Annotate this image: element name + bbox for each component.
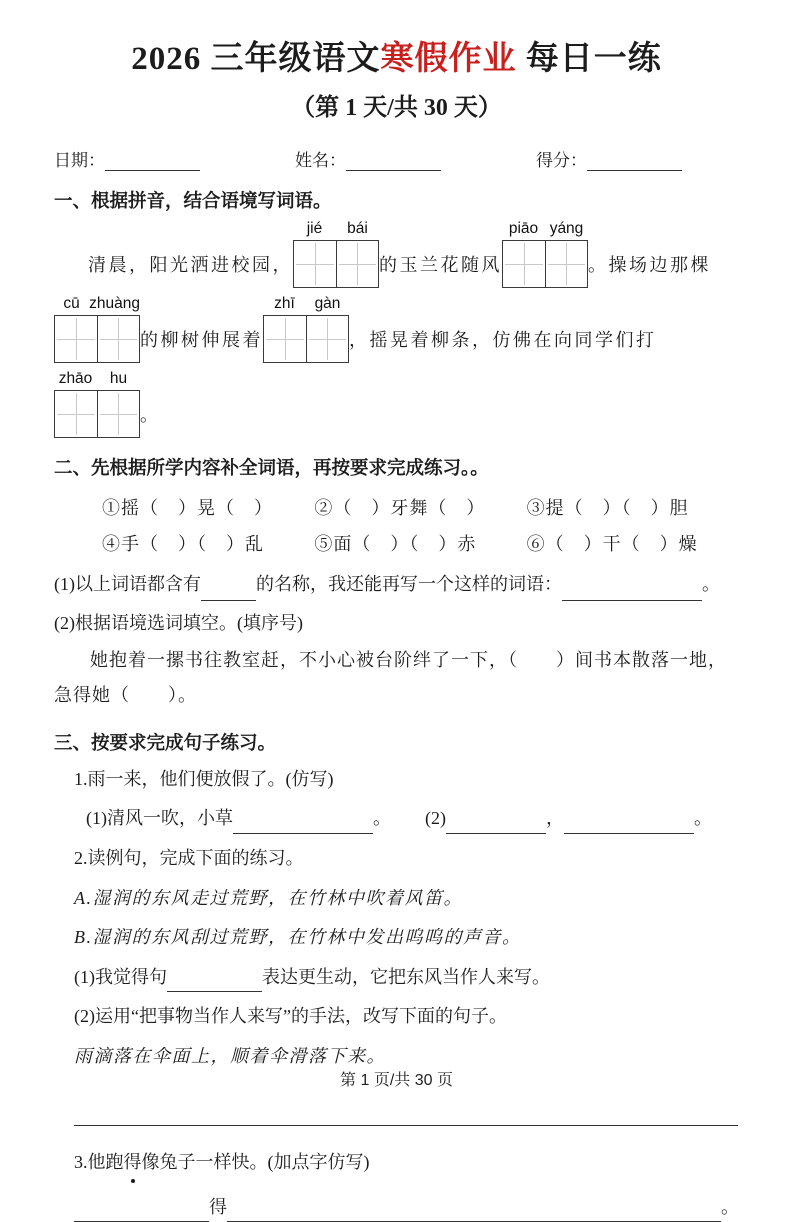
s2-q1-mid: 的名称，我还能再写一个这样的词语： <box>256 574 562 594</box>
tianzige-box[interactable] <box>54 315 140 363</box>
pinyin-syllable: piāo <box>508 220 539 238</box>
pinyin-syllable: jié <box>306 220 323 238</box>
s3-q3-pre: 3.他跑 <box>74 1152 124 1173</box>
section3-q1: 1.雨一来，他们便放假了。(仿写) <box>74 768 334 789</box>
name-item <box>295 146 441 171</box>
section1-line1 <box>54 220 739 288</box>
s2-q1-end: 。 <box>702 574 720 594</box>
title-prefix: 2026 三年级语文 <box>131 41 381 77</box>
s3-q3-post: 像兔子一样快。(加点字仿写) <box>141 1152 370 1173</box>
section3-q3-answer-line <box>54 1192 739 1222</box>
tianzige-cell[interactable] <box>306 316 349 362</box>
tianzige-cell[interactable] <box>503 241 545 287</box>
info-row <box>54 146 739 171</box>
section2-q2-paragraph[interactable]: 她抱着一摞书往教室赶，不小心被台阶绊了一下，（ ）间书本散落一地，急得她（ ）。 <box>54 649 727 705</box>
tianzige-box[interactable] <box>293 240 379 288</box>
word-item-3[interactable]: ③提（ ）（ ）胆 <box>526 498 689 518</box>
tianzige-cell[interactable] <box>336 241 379 287</box>
tianzige-cell[interactable] <box>55 391 97 437</box>
section2-q2 <box>54 607 739 640</box>
s3-q3-dotted-char: 得 <box>124 1147 142 1178</box>
pinyin-label <box>502 218 588 240</box>
s3-q3-end: 。 <box>721 1196 739 1217</box>
s3-q2-1-blank[interactable] <box>167 972 262 993</box>
section1-heading: 一、根据拼音，结合语境写词语。 <box>54 190 332 211</box>
s3-q2-1-end: 表达更生动，它把东风当作人来写。 <box>262 966 550 987</box>
title-highlight: 寒假作业 <box>380 41 517 77</box>
tianzige-cell[interactable] <box>55 316 97 362</box>
word-item-1[interactable]: ①摇（ ）晃（ ） <box>102 498 273 518</box>
pinyin-syllable: zhāo <box>58 370 93 388</box>
pinyin-syllable: zhī <box>274 295 295 313</box>
page-number: 第 1 页/共 30 页 <box>340 1072 453 1089</box>
page-title <box>54 0 739 79</box>
s3-q1-2-comma: ， <box>546 808 564 829</box>
s3-q2-1-pre: (1)我觉得句 <box>74 966 167 987</box>
tianzige-box[interactable] <box>54 390 140 438</box>
pinyin-label <box>293 218 379 240</box>
date-field[interactable] <box>105 151 200 171</box>
s3-q1-1-blank[interactable] <box>233 813 373 834</box>
s3-q3-mid: 得 <box>209 1196 227 1217</box>
writing-grid-cuzhuang <box>54 295 140 363</box>
section3-q2: 2.读例句，完成下面的练习。 <box>74 847 304 868</box>
word-completion-rows <box>54 490 739 562</box>
s3-q3-blank1[interactable] <box>74 1202 209 1222</box>
word-row-2 <box>102 526 739 562</box>
s1-line1-text1: 清晨，阳光洒进校园， <box>88 255 293 275</box>
word-item-2[interactable]: ②（ ）牙舞（ ） <box>314 498 486 518</box>
score-field[interactable] <box>587 151 682 171</box>
word-item-5[interactable]: ⑤面（ ）（ ）赤 <box>314 534 477 554</box>
example-sentence-a: A.湿润的东风走过荒野，在竹林中吹着风笛。 <box>74 887 463 908</box>
s1-line2-text1: 的柳树伸展着 <box>140 330 263 350</box>
writing-grid-zhigan <box>263 295 349 363</box>
section2-q1 <box>54 568 739 601</box>
s2-q2-label: (2)根据语境选词填空。(填序号) <box>54 613 303 634</box>
s1-line1-text2: 的玉兰花随风 <box>379 255 502 275</box>
section2-heading: 二、先根据所学内容补全词语，再按要求完成练习。。 <box>54 457 489 478</box>
pinyin-label <box>263 293 349 315</box>
section3-q1-subline <box>54 803 739 834</box>
section1-line2 <box>54 295 739 363</box>
section3-q2-1 <box>54 962 739 993</box>
writing-grid-jiebai <box>293 220 379 288</box>
page-subtitle: （第 1 天/共 30 天） <box>291 95 502 121</box>
pinyin-label <box>54 368 140 390</box>
tianzige-cell[interactable] <box>294 241 336 287</box>
s3-q3-blank2[interactable] <box>227 1202 721 1222</box>
section3-heading: 三、按要求完成句子练习。 <box>54 731 277 753</box>
tianzige-box[interactable] <box>263 315 349 363</box>
s1-line2-text2: ，摇晃着柳条，仿佛在向同学们打 <box>349 330 657 350</box>
section3-q2-2: (2)运用“把事物当作人来写”的手法，改写下面的句子。 <box>74 1006 507 1027</box>
name-field[interactable] <box>346 151 441 171</box>
s3-q1-2-end: 。 <box>694 808 712 829</box>
word-item-6[interactable]: ⑥（ ）干（ ）燥 <box>526 534 698 554</box>
s3-q1-1-end: 。 <box>373 808 391 829</box>
tianzige-cell[interactable] <box>545 241 588 287</box>
tianzige-box[interactable] <box>502 240 588 288</box>
s2-q1-blank1[interactable] <box>201 581 256 602</box>
s1-line3-text1: 。 <box>140 405 158 425</box>
s3-q1-2-blank2[interactable] <box>564 813 694 834</box>
pinyin-syllable: zhuàng <box>89 295 140 313</box>
pinyin-label <box>54 293 140 315</box>
rewrite-source-sentence: 雨滴落在伞面上，顺着伞滑落下来。 <box>74 1045 386 1066</box>
writing-grid-zhaohu <box>54 370 140 438</box>
s1-line1-text3: 。操场边那棵 <box>588 255 711 275</box>
word-item-4[interactable]: ④手（ ）（ ）乱 <box>102 534 264 554</box>
example-sentence-b: B.湿润的东风刮过荒野，在竹林中发出呜呜的声音。 <box>74 927 522 948</box>
title-suffix: 每日一练 <box>516 41 662 77</box>
pinyin-syllable: yáng <box>549 220 584 238</box>
tianzige-cell[interactable] <box>264 316 306 362</box>
pinyin-syllable: hu <box>109 370 128 388</box>
date-item <box>54 146 200 171</box>
pinyin-syllable: cū <box>63 295 80 313</box>
s3-q1-1-pre: (1)清风一吹，小草 <box>86 808 233 829</box>
pinyin-syllable: gàn <box>314 295 341 313</box>
date-label: 日期： <box>54 151 105 170</box>
score-item <box>536 146 682 171</box>
pinyin-syllable: bái <box>347 220 368 238</box>
section1-line3 <box>54 370 739 438</box>
tianzige-cell[interactable] <box>97 391 140 437</box>
s3-q1-2-pre: (2) <box>425 808 446 829</box>
tianzige-cell[interactable] <box>97 316 140 362</box>
section3-q3 <box>54 1147 739 1178</box>
writing-grid-piaoyang <box>502 220 588 288</box>
s2-q1-blank2[interactable] <box>562 581 702 602</box>
s2-q1-pre: (1)以上词语都含有 <box>54 574 201 594</box>
word-row-1 <box>102 490 739 526</box>
name-label: 姓名： <box>295 151 346 170</box>
s3-q1-2-blank1[interactable] <box>446 813 546 834</box>
rewrite-answer-line[interactable] <box>74 1106 738 1127</box>
score-label: 得分： <box>536 151 587 170</box>
